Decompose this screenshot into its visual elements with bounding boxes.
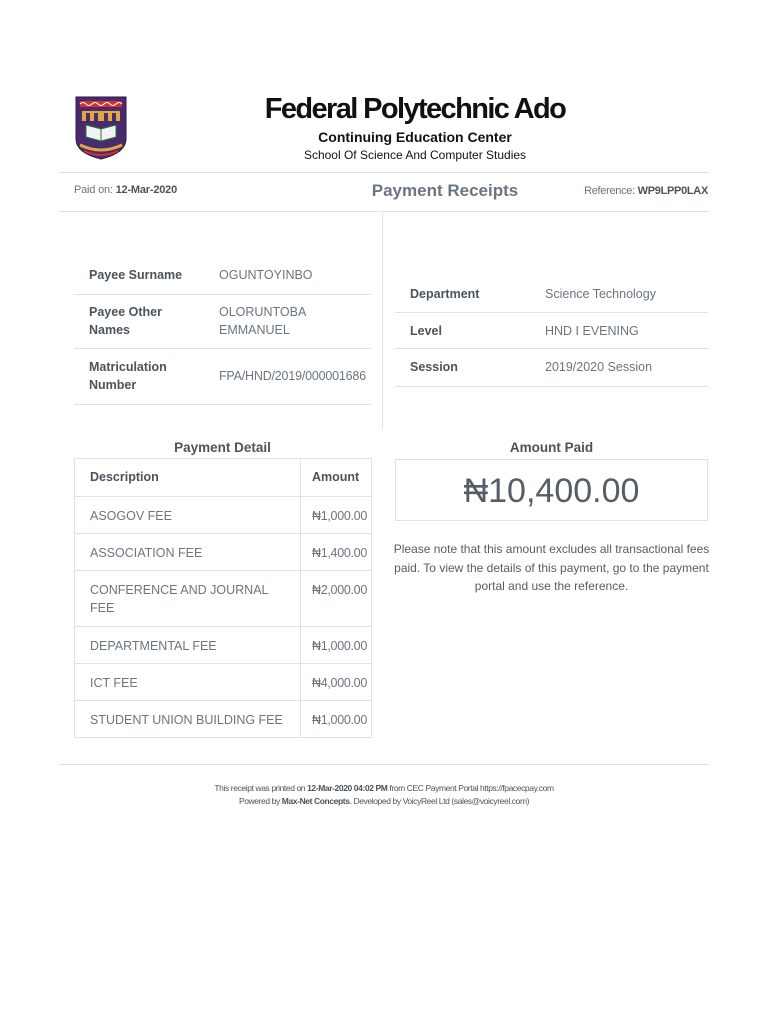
fee-description: CONFERENCE AND JOURNAL FEE — [75, 571, 301, 627]
payment-detail-title: Payment Detail — [174, 440, 271, 455]
table-row — [75, 534, 372, 571]
department-row — [395, 274, 708, 312]
payee-surname-label: Payee Surname — [74, 256, 204, 294]
fee-description: STUDENT UNION BUILDING FEE — [75, 701, 301, 738]
amount-paid-note: Please note that this amount excludes all transactional fees paid. To view the details of this payment, go to the payment portal and use the reference. — [393, 542, 710, 593]
footer-powered-company: Max-Net Concepts — [281, 796, 350, 806]
payee-surname-row — [74, 256, 371, 294]
polytechnic-logo — [74, 95, 128, 161]
payee-other-names-label-line2: Names — [89, 322, 130, 337]
payee-table — [74, 256, 371, 405]
table-row — [75, 627, 372, 664]
paid-on-label: Paid on: — [74, 184, 113, 196]
payment-detail-header-row — [75, 459, 372, 497]
table-row — [75, 497, 372, 534]
column-divider — [382, 212, 383, 430]
level-row — [395, 312, 708, 348]
header-divider-top — [60, 172, 708, 173]
header-divider-bottom — [60, 211, 708, 212]
matriculation-row — [74, 348, 371, 404]
fee-description: ASSOCIATION FEE — [75, 534, 301, 571]
reference-value: WP9LPP0LAX — [637, 185, 708, 197]
matriculation-label-line1: Matriculation — [89, 359, 167, 374]
fee-amount: ₦1,400.00 — [301, 534, 372, 571]
table-row — [75, 664, 372, 701]
program-table — [395, 274, 708, 387]
footer-powered-by — [60, 796, 708, 806]
fee-amount: ₦4,000.00 — [301, 664, 372, 701]
matriculation-label — [74, 348, 204, 404]
payment-detail-table — [74, 458, 372, 738]
session-value: 2019/2020 Session — [530, 348, 708, 386]
payee-other-names-row — [74, 294, 371, 348]
column-header-description: Description — [75, 459, 301, 497]
receipt-title: Payment Receipts — [371, 181, 519, 200]
footer-developed-by: . Developed by VoicyReel Ltd (sales@voicyreel.com) — [349, 796, 530, 806]
table-row — [75, 701, 372, 738]
payee-other-names-value — [204, 294, 371, 348]
reference-label: Reference: — [584, 185, 635, 197]
footer-powered-prefix: Powered by — [238, 796, 280, 806]
fee-amount: ₦1,000.00 — [301, 497, 372, 534]
amount-paid-title: Amount Paid — [509, 440, 594, 455]
session-row — [395, 348, 708, 386]
matriculation-label-line2: Number — [89, 377, 137, 392]
footer-printed-info — [60, 783, 708, 793]
paid-on — [74, 184, 177, 196]
amount-paid-value: ₦10,400.00 — [395, 459, 708, 521]
footer-divider — [60, 764, 708, 765]
table-row — [75, 571, 372, 627]
payee-other-names-value-line1: OLORUNTOBA — [219, 304, 307, 319]
matriculation-value: FPA/HND/2019/000001686 — [204, 348, 371, 404]
fee-amount: ₦1,000.00 — [301, 627, 372, 664]
paid-on-date: 12-Mar-2020 — [115, 184, 178, 196]
institution-school: School Of Science And Computer Studies — [303, 148, 527, 162]
payee-other-names-label-line1: Payee Other — [89, 304, 162, 319]
level-label: Level — [395, 312, 530, 348]
session-label: Session — [395, 348, 530, 386]
fee-description: ICT FEE — [75, 664, 301, 701]
footer-printed-datetime: 12-Mar-2020 04:02 PM — [307, 783, 388, 793]
institution-name: Federal Polytechnic Ado — [264, 93, 566, 125]
fee-description: ASOGOV FEE — [75, 497, 301, 534]
reference — [584, 185, 708, 197]
footer-printed-prefix: This receipt was printed on — [214, 783, 306, 793]
fee-description: DEPARTMENTAL FEE — [75, 627, 301, 664]
payee-other-names-value-line2: EMMANUEL — [219, 322, 290, 337]
department-label: Department — [395, 274, 530, 312]
institution-subtitle: Continuing Education Center — [318, 129, 512, 145]
payee-other-names-label — [74, 294, 204, 348]
payee-surname-value: OGUNTOYINBO — [204, 256, 371, 294]
level-value: HND I EVENING — [530, 312, 708, 348]
footer-printed-suffix: from CEC Payment Portal https://fpacecpay.com — [389, 783, 554, 793]
department-value: Science Technology — [530, 274, 708, 312]
column-header-amount: Amount — [301, 459, 372, 497]
fee-amount: ₦1,000.00 — [301, 701, 372, 738]
fee-amount: ₦2,000.00 — [301, 571, 372, 627]
